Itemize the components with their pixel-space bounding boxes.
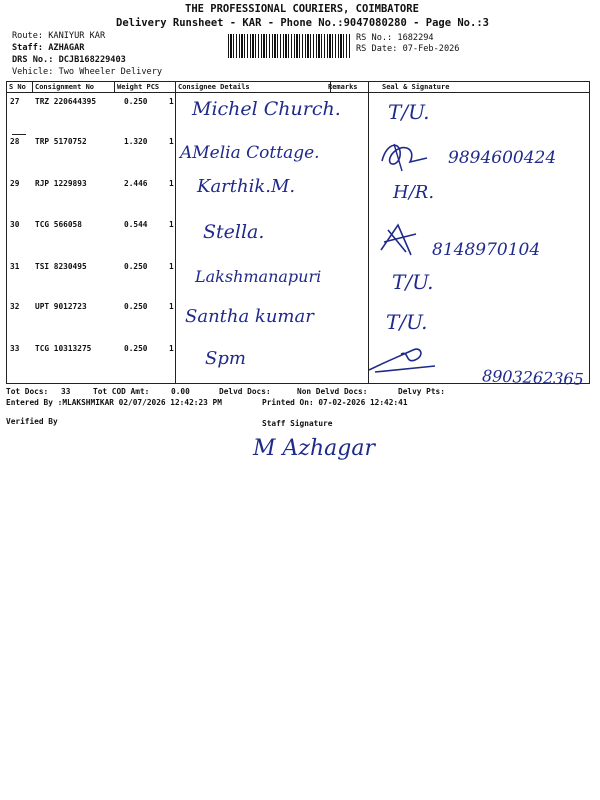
col-header-consignee: Consignee Details (178, 83, 250, 91)
col-header-consignment: Consignment No (35, 83, 95, 91)
row-pcs: 1 (169, 302, 174, 311)
handwritten-seal: T/U. (386, 310, 428, 334)
table-header-rule (6, 92, 590, 93)
row-consignment: TCG 566058 (35, 220, 82, 229)
handwritten-phone: 8148970104 (432, 240, 541, 260)
handwritten-consignee: Karthik.M. (197, 176, 296, 197)
row-pcs: 1 (169, 344, 174, 353)
row-weight: 0.250 (124, 97, 148, 106)
row-weight: 1.320 (124, 137, 148, 146)
verified-by-label: Verified By (6, 417, 58, 426)
row-weight: 0.250 (124, 302, 148, 311)
tot-cod-value: 0.00 (171, 387, 190, 396)
barcode (228, 34, 350, 58)
staff-signature-label: Staff Signature (262, 419, 333, 428)
row-weight: 0.544 (124, 220, 148, 229)
col-header-weight-pcs: Weight PCS (117, 83, 160, 91)
col-rule (175, 81, 176, 383)
row-weight: 0.250 (124, 262, 148, 271)
route-label: Route: KANIYUR KAR (12, 31, 106, 41)
row-sno: 30 (10, 220, 20, 229)
col-header-remarks: Remarks (328, 83, 358, 91)
row-pcs: 1 (169, 179, 174, 188)
handwritten-consignee: Michel Church. (192, 98, 341, 120)
entered-by: Entered By :MLAKSHMIKAR 02/07/2026 12:42:23 PM (6, 398, 222, 407)
row-consignment: TRP 5170752 (35, 137, 87, 146)
handwritten-consignee: Stella. (203, 221, 265, 243)
row-pcs: 1 (169, 97, 174, 106)
company-title: THE PROFESSIONAL COURIERS, COIMBATORE (185, 3, 419, 15)
printed-on: Printed On: 07-02-2026 12:42:41 (262, 398, 408, 407)
col-rule (114, 81, 115, 93)
row-pcs: 1 (169, 220, 174, 229)
row-weight: 2.446 (124, 179, 148, 188)
rs-number: RS No.: 1682294 (356, 33, 434, 43)
row-sno: 29 (10, 179, 20, 188)
handwritten-phone: 8903262365 (481, 366, 585, 389)
handwritten-consignee: Spm (205, 348, 246, 369)
delvd-docs-label: Delvd Docs: (219, 387, 271, 396)
handwritten-seal: H/R. (393, 182, 435, 203)
handwritten-consignee: AMelia Cottage. (180, 143, 320, 163)
row-divider (12, 134, 26, 135)
row-consignment: RJP 1229893 (35, 179, 87, 188)
vehicle-label: Vehicle: Two Wheeler Delivery (12, 67, 163, 77)
signature-scribble (365, 342, 445, 376)
handwritten-seal: T/U. (392, 270, 434, 294)
staff-handwritten-signature: M Azhagar (253, 436, 375, 461)
tot-docs-label: Tot Docs: (6, 387, 49, 396)
row-sno: 31 (10, 262, 20, 271)
row-consignment: TCG 10313275 (35, 344, 92, 353)
col-rule (368, 81, 369, 383)
row-sno: 33 (10, 344, 20, 353)
row-pcs: 1 (169, 137, 174, 146)
handwritten-consignee: Lakshmanapuri (195, 267, 322, 286)
drs-number: DRS No.: DCJB168229403 (12, 55, 126, 65)
row-consignment: TSI 8230495 (35, 262, 87, 271)
row-sno: 32 (10, 302, 20, 311)
table-top-rule (6, 81, 590, 82)
runsheet-title: Delivery Runsheet - KAR - Phone No.:9047080280 - Page No.:3 (116, 17, 489, 29)
non-delvd-docs-label: Non Delvd Docs: (297, 387, 368, 396)
col-header-seal: Seal & Signature (382, 83, 450, 91)
rs-date: RS Date: 07-Feb-2026 (356, 44, 460, 54)
handwritten-phone: 9894600424 (448, 148, 557, 168)
row-pcs: 1 (169, 262, 174, 271)
row-sno: 28 (10, 137, 20, 146)
table-left-rule (6, 81, 7, 383)
tot-cod-label: Tot COD Amt: (93, 387, 150, 396)
handwritten-consignee: Santha kumar (185, 306, 314, 327)
delvy-pts-label: Delvy Pts: (398, 387, 445, 396)
signature-scribble (376, 220, 426, 260)
col-header-sno: S No (9, 83, 26, 91)
staff-label: Staff: AZHAGAR (12, 43, 85, 53)
row-weight: 0.250 (124, 344, 148, 353)
row-sno: 27 (10, 97, 20, 106)
signature-scribble (372, 136, 442, 176)
row-consignment: TRZ 220644395 (35, 97, 97, 106)
col-rule (32, 81, 33, 93)
handwritten-seal: T/U. (388, 100, 430, 124)
table-right-rule (589, 81, 590, 383)
row-consignment: UPT 9012723 (35, 302, 87, 311)
tot-docs-value: 33 (61, 387, 71, 396)
